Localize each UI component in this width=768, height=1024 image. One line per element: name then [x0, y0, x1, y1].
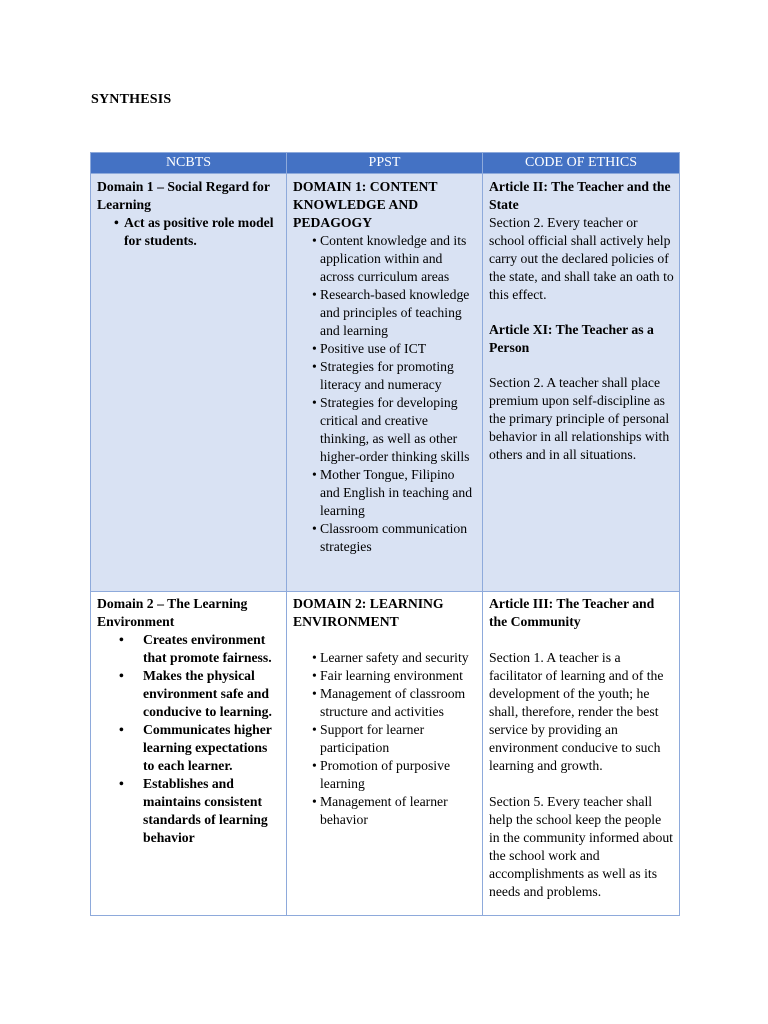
table-row	[91, 174, 680, 592]
ncbts-bullet-list	[97, 214, 281, 250]
table-row	[91, 592, 680, 916]
ppst-domain-heading: DOMAIN 1: CONTENT KNOWLEDGE AND PEDAGOGY	[293, 179, 438, 230]
list-item: • Support for learner participation	[293, 721, 477, 757]
list-item: • Makes the physical environment safe and conducive to learning.	[97, 667, 281, 721]
ncbts-bullet-list	[97, 631, 281, 847]
list-item: • Creates environment that promote fairness.	[97, 631, 281, 667]
ppst-domain-heading: DOMAIN 2: LEARNING ENVIRONMENT	[293, 596, 444, 629]
ncbts-cell	[91, 174, 287, 592]
header-ncbts: NCBTS	[91, 153, 287, 174]
list-item: • Research-based knowledge and principles of teaching and learning	[293, 286, 477, 340]
ncbts-domain-heading: Domain 2 – The Learning Environment	[97, 596, 248, 629]
page-title: SYNTHESIS	[91, 92, 172, 107]
ppst-cell	[287, 592, 483, 916]
header-ppst: PPST	[287, 153, 483, 174]
article-section-text: Section 1. A teacher is a facilitator of learning and of the development of the youth; he shall, therefore, render the best service by providing an environment conducive to such learning and growth.	[489, 650, 664, 773]
list-item: • Establishes and maintains consistent standards of learning behavior	[97, 775, 281, 847]
list-item: • Learner safety and security	[293, 649, 477, 667]
list-item: • Strategies for developing critical and creative thinking, as well as other higher-order thinking skills	[293, 394, 477, 466]
list-item: • Content knowledge and its application within and across curriculum areas	[293, 232, 477, 286]
code-of-ethics-cell	[483, 174, 680, 592]
list-item: • Management of learner behavior	[293, 793, 477, 829]
code-of-ethics-cell	[483, 592, 680, 916]
list-item: • Management of classroom structure and activities	[293, 685, 477, 721]
list-item: • Classroom communication strategies	[293, 520, 477, 556]
article-title: Article II: The Teacher and the State	[489, 179, 671, 212]
list-item: • Act as positive role model for students.	[97, 214, 281, 250]
list-item: • Communicates higher learning expectations to each learner.	[97, 721, 281, 775]
ncbts-domain-heading: Domain 1 – Social Regard for Learning	[97, 179, 270, 212]
article-title: Article XI: The Teacher as a Person	[489, 322, 654, 355]
list-item: • Promotion of purposive learning	[293, 757, 477, 793]
ppst-bullet-list	[293, 649, 477, 829]
ncbts-cell	[91, 592, 287, 916]
list-item: • Strategies for promoting literacy and numeracy	[293, 358, 477, 394]
list-item: • Mother Tongue, Filipino and English in teaching and learning	[293, 466, 477, 520]
table-header-row	[91, 153, 680, 174]
ppst-bullet-list	[293, 232, 477, 556]
list-item: • Positive use of ICT	[293, 340, 477, 358]
synthesis-table	[90, 152, 680, 916]
header-code-of-ethics: CODE OF ETHICS	[483, 153, 680, 174]
article-section-text: Section 2. Every teacher or school official shall actively help carry out the declared policies of the state, and shall take an oath to this effect.	[489, 215, 674, 302]
article-section-text: Section 2. A teacher shall place premium upon self-discipline as the primary principle of personal behavior in all relationships with others and in all situations.	[489, 375, 670, 462]
ppst-cell	[287, 174, 483, 592]
article-title: Article III: The Teacher and the Community	[489, 596, 655, 629]
article-section-text: Section 5. Every teacher shall help the school keep the people in the community informed about the school work and accomplishments as well as its needs and problems.	[489, 794, 673, 899]
list-item: • Fair learning environment	[293, 667, 477, 685]
